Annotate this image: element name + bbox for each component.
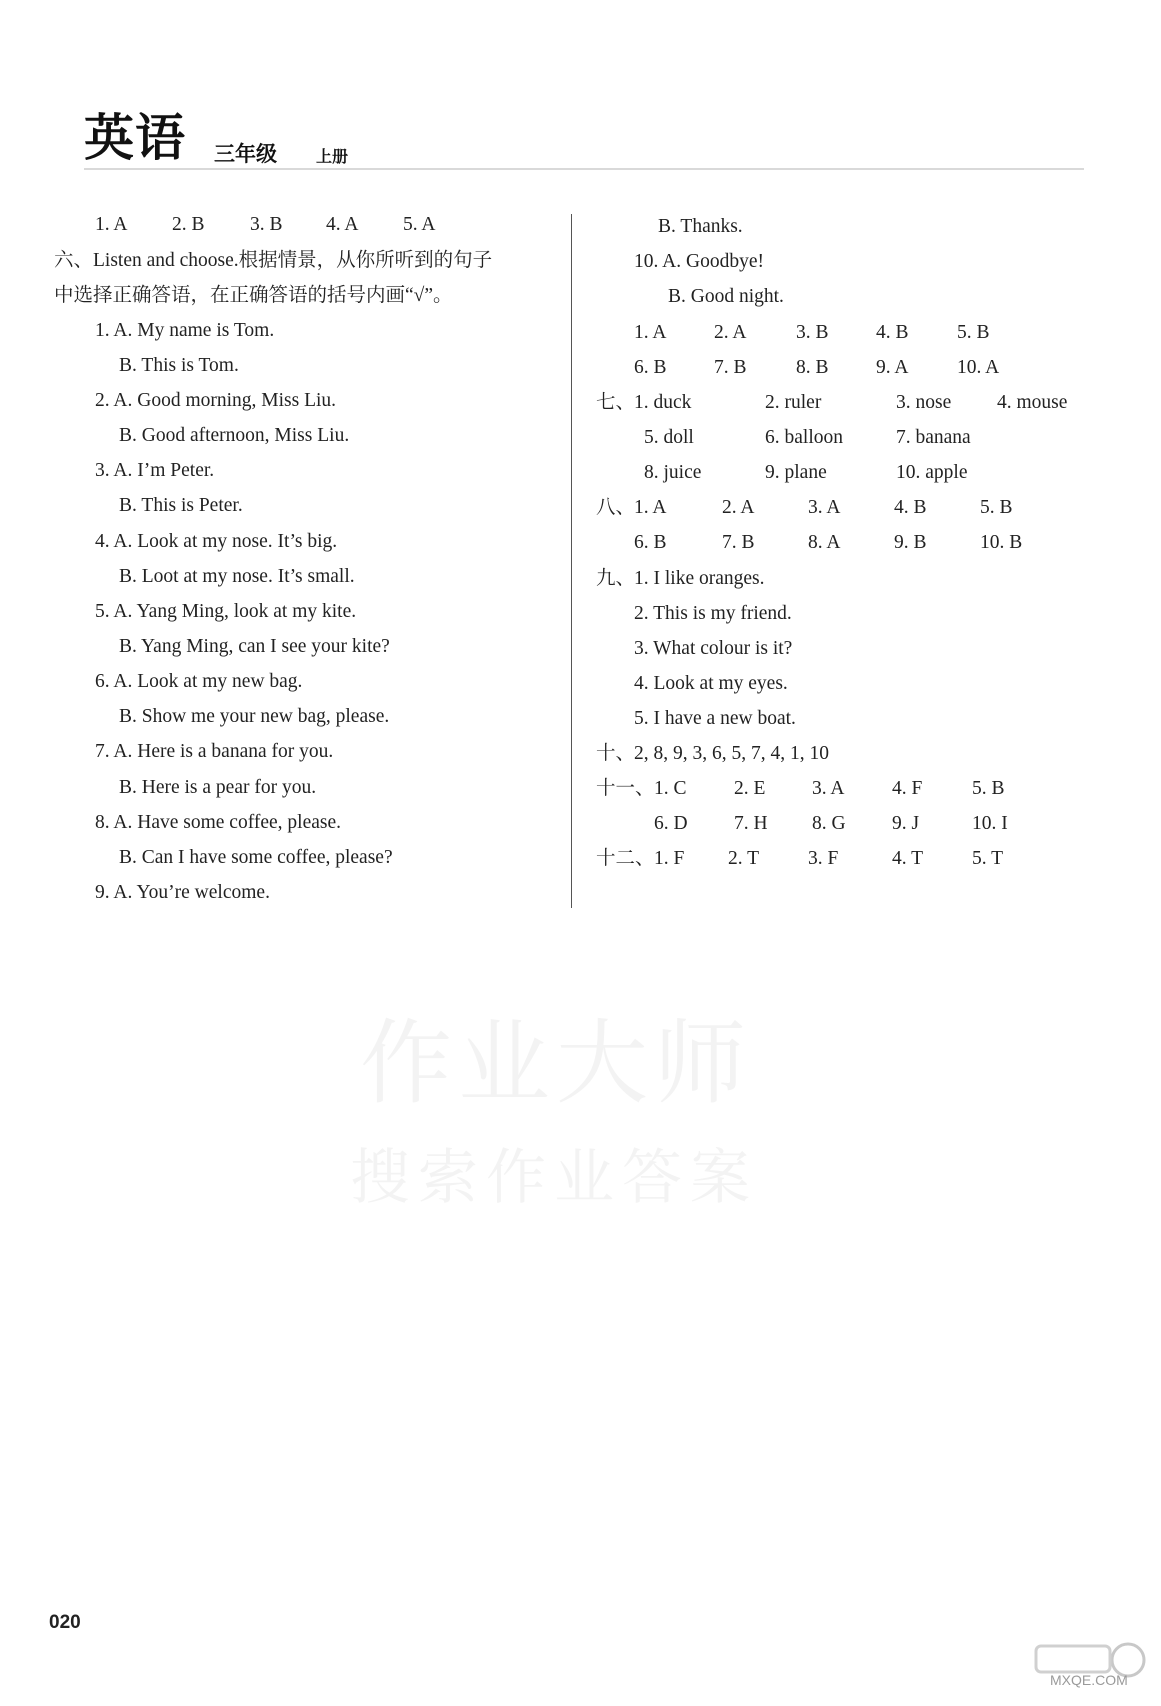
option-line: 7. A. Here is a banana for you. bbox=[95, 741, 334, 762]
column-divider bbox=[571, 214, 572, 908]
answer-item: 9. A bbox=[876, 357, 909, 378]
answer-item: 5. B bbox=[957, 322, 990, 343]
answer-item: 3. A bbox=[808, 497, 841, 518]
option-line: 6. A. Look at my new bag. bbox=[95, 671, 303, 692]
option-line: 4. A. Look at my nose. It’s big. bbox=[95, 531, 338, 552]
section-label: 十二、 bbox=[596, 848, 655, 869]
answer-item: 6. D bbox=[654, 813, 688, 834]
option-line: B. Yang Ming, can I see your kite? bbox=[119, 636, 390, 657]
section-label: 九、 bbox=[596, 568, 636, 589]
sentence: 4. Look at my eyes. bbox=[634, 673, 788, 694]
option-line: B. Here is a pear for you. bbox=[119, 777, 317, 798]
answer-item: 6. balloon bbox=[765, 427, 843, 448]
answer-item: 1. C bbox=[654, 778, 687, 799]
sentence: 5. I have a new boat. bbox=[634, 708, 796, 729]
answer-item: 4. F bbox=[892, 778, 923, 799]
answer-item: 4. B bbox=[876, 322, 909, 343]
option-line: B. Show me your new bag, please. bbox=[119, 706, 390, 727]
section-label: 十一、 bbox=[596, 778, 655, 799]
answer-item: 10. I bbox=[972, 813, 1008, 834]
answer-item: 5. B bbox=[972, 778, 1005, 799]
option-line: B. This is Tom. bbox=[119, 355, 239, 376]
answer-item: 9. plane bbox=[765, 462, 827, 483]
answer-item: 7. B bbox=[714, 357, 747, 378]
answer-item: 10. B bbox=[980, 532, 1023, 553]
site-logo-icon bbox=[1028, 1640, 1150, 1698]
answer-item: 2. ruler bbox=[765, 392, 822, 413]
answer-item: 1. A bbox=[634, 497, 667, 518]
answer-item: 6. B bbox=[634, 532, 667, 553]
option-line: B. Can I have some coffee, please? bbox=[119, 847, 393, 868]
answer-item: 8. G bbox=[812, 813, 846, 834]
watermark-subtitle: 搜索作业答案 bbox=[350, 1143, 758, 1213]
option-line: 10. A. Goodbye! bbox=[634, 251, 764, 272]
section-6-instruction: 中选择正确答语，在正确答语的括号内画“√”。 bbox=[54, 285, 453, 306]
sentence: 1. I like oranges. bbox=[634, 568, 765, 589]
answer-item: 4. mouse bbox=[997, 392, 1068, 413]
option-line: B. Loot at my nose. It’s small. bbox=[119, 566, 355, 587]
answer-item: 2. A bbox=[714, 322, 747, 343]
grade-label: 三年级 bbox=[214, 142, 277, 166]
page-number: 020 bbox=[49, 1612, 81, 1633]
answer-item: 1. A bbox=[95, 214, 128, 235]
answer-item: 8. juice bbox=[644, 462, 702, 483]
answer-item: 5. A bbox=[403, 214, 436, 235]
answer-item: 3. B bbox=[250, 214, 283, 235]
answer-item: 9. B bbox=[894, 532, 927, 553]
site-logo-text: MXQE.COM bbox=[1050, 1672, 1128, 1688]
option-line: 3. A. I’m Peter. bbox=[95, 460, 215, 481]
answer-item: 10. apple bbox=[896, 462, 968, 483]
section-6-heading: 六、Listen and choose.根据情景，从你所听到的句子 bbox=[54, 250, 493, 271]
answer-item: 1. F bbox=[654, 848, 685, 869]
section-label: 八、 bbox=[596, 497, 636, 518]
section-label: 七、 bbox=[596, 392, 636, 413]
answer-item: 1. duck bbox=[634, 392, 692, 413]
answer-item: 9. J bbox=[892, 813, 920, 834]
option-line: B. Thanks. bbox=[658, 216, 743, 237]
option-line: B. Good afternoon, Miss Liu. bbox=[119, 425, 350, 446]
answer-item: 3. A bbox=[812, 778, 845, 799]
sentence: 2. This is my friend. bbox=[634, 603, 792, 624]
answer-item: 7. B bbox=[722, 532, 755, 553]
answer-item: 1. A bbox=[634, 322, 667, 343]
answer-item: 3. B bbox=[796, 322, 829, 343]
answer-item: 4. A bbox=[326, 214, 359, 235]
option-line: 5. A. Yang Ming, look at my kite. bbox=[95, 601, 357, 622]
answer-item: 7. H bbox=[734, 813, 768, 834]
answer-item: 7. banana bbox=[896, 427, 971, 448]
answer-item: 2. T bbox=[728, 848, 760, 869]
volume-label: 上册 bbox=[316, 147, 349, 166]
answer-item: 3. nose bbox=[896, 392, 952, 413]
option-line: 2. A. Good morning, Miss Liu. bbox=[95, 390, 337, 411]
answer-item: 5. B bbox=[980, 497, 1013, 518]
answer-item: 5. T bbox=[972, 848, 1004, 869]
sequence-answer: 2, 8, 9, 3, 6, 5, 7, 4, 1, 10 bbox=[634, 743, 829, 764]
sentence: 3. What colour is it? bbox=[634, 638, 793, 659]
header-rule bbox=[84, 168, 1084, 170]
option-line: 1. A. My name is Tom. bbox=[95, 320, 275, 341]
answer-item: 8. B bbox=[796, 357, 829, 378]
answer-item: 2. E bbox=[734, 778, 766, 799]
answer-item: 8. A bbox=[808, 532, 841, 553]
watermark-title: 作业大师 bbox=[360, 1010, 753, 1117]
option-line: 9. A. You’re welcome. bbox=[95, 882, 270, 903]
option-line: B. Good night. bbox=[668, 286, 784, 307]
answer-item: 10. A bbox=[957, 357, 1000, 378]
answer-item: 2. B bbox=[172, 214, 205, 235]
option-line: B. This is Peter. bbox=[119, 495, 243, 516]
answer-item: 2. A bbox=[722, 497, 755, 518]
answer-item: 4. T bbox=[892, 848, 924, 869]
answer-item: 6. B bbox=[634, 357, 667, 378]
option-line: 8. A. Have some coffee, please. bbox=[95, 812, 342, 833]
section-label: 十、 bbox=[596, 743, 636, 764]
answer-item: 3. F bbox=[808, 848, 839, 869]
subject-title: 英语 bbox=[84, 109, 186, 167]
answer-item: 4. B bbox=[894, 497, 927, 518]
answer-item: 5. doll bbox=[644, 427, 694, 448]
